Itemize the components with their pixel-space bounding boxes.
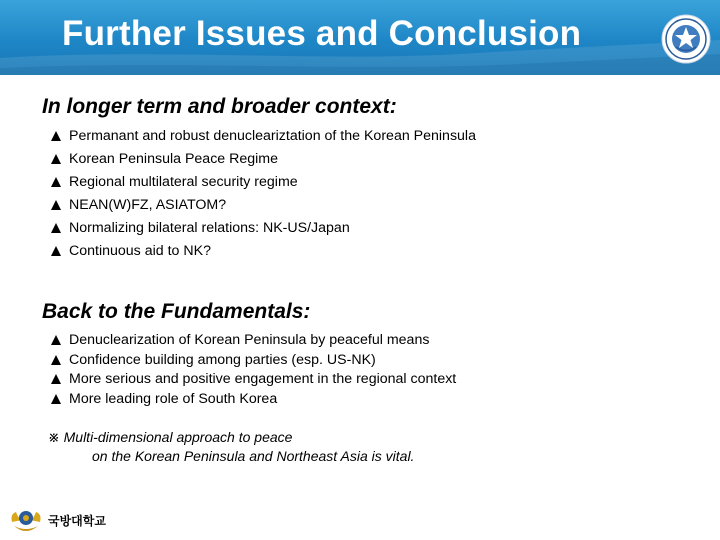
conclusion-note	[48, 428, 414, 466]
list-item: Regional multilateral security regime	[51, 171, 476, 194]
list-item: More leading role of South Korea	[51, 390, 456, 410]
list-item: Permanant and robust denucleariztation of the Korean Peninsula	[51, 125, 476, 148]
triangle-bullet-icon	[51, 154, 61, 164]
list-item: More serious and positive engagement in the regional context	[51, 370, 456, 390]
list-item: NEAN(W)FZ, ASIATOM?	[51, 194, 476, 217]
list-item: Confidence building among parties (esp. US-NK)	[51, 351, 456, 371]
note-line-1: Multi-dimensional approach to peace	[63, 429, 293, 445]
triangle-bullet-icon	[51, 200, 61, 210]
section-heading-fundamentals: Back to the Fundamentals:	[42, 300, 311, 323]
list-item: Continuous aid to NK?	[51, 240, 476, 263]
university-emblem-icon	[661, 14, 711, 64]
fundamentals-list	[51, 331, 456, 409]
reference-mark: ※	[48, 429, 60, 445]
triangle-bullet-icon	[51, 335, 61, 345]
note-line-2: on the Korean Peninsula and Northeast Asia is vital.	[92, 448, 415, 464]
triangle-bullet-icon	[51, 246, 61, 256]
triangle-bullet-icon	[51, 374, 61, 384]
header-bar	[0, 0, 720, 75]
section-heading-broader-context: In longer term and broader context:	[42, 95, 397, 118]
triangle-bullet-icon	[51, 394, 61, 404]
broader-context-list	[51, 125, 476, 263]
triangle-bullet-icon	[51, 355, 61, 365]
triangle-bullet-icon	[51, 177, 61, 187]
page-title: Further Issues and Conclusion	[62, 14, 582, 53]
triangle-bullet-icon	[51, 223, 61, 233]
list-item: Denuclearization of Korean Peninsula by peaceful means	[51, 331, 456, 351]
list-item: Korean Peninsula Peace Regime	[51, 148, 476, 171]
list-item: Normalizing bilateral relations: NK-US/Japan	[51, 217, 476, 240]
triangle-bullet-icon	[51, 131, 61, 141]
korea-national-defense-university-logo-icon	[8, 502, 44, 538]
footer-institution-name: 국방대학교	[48, 514, 106, 528]
